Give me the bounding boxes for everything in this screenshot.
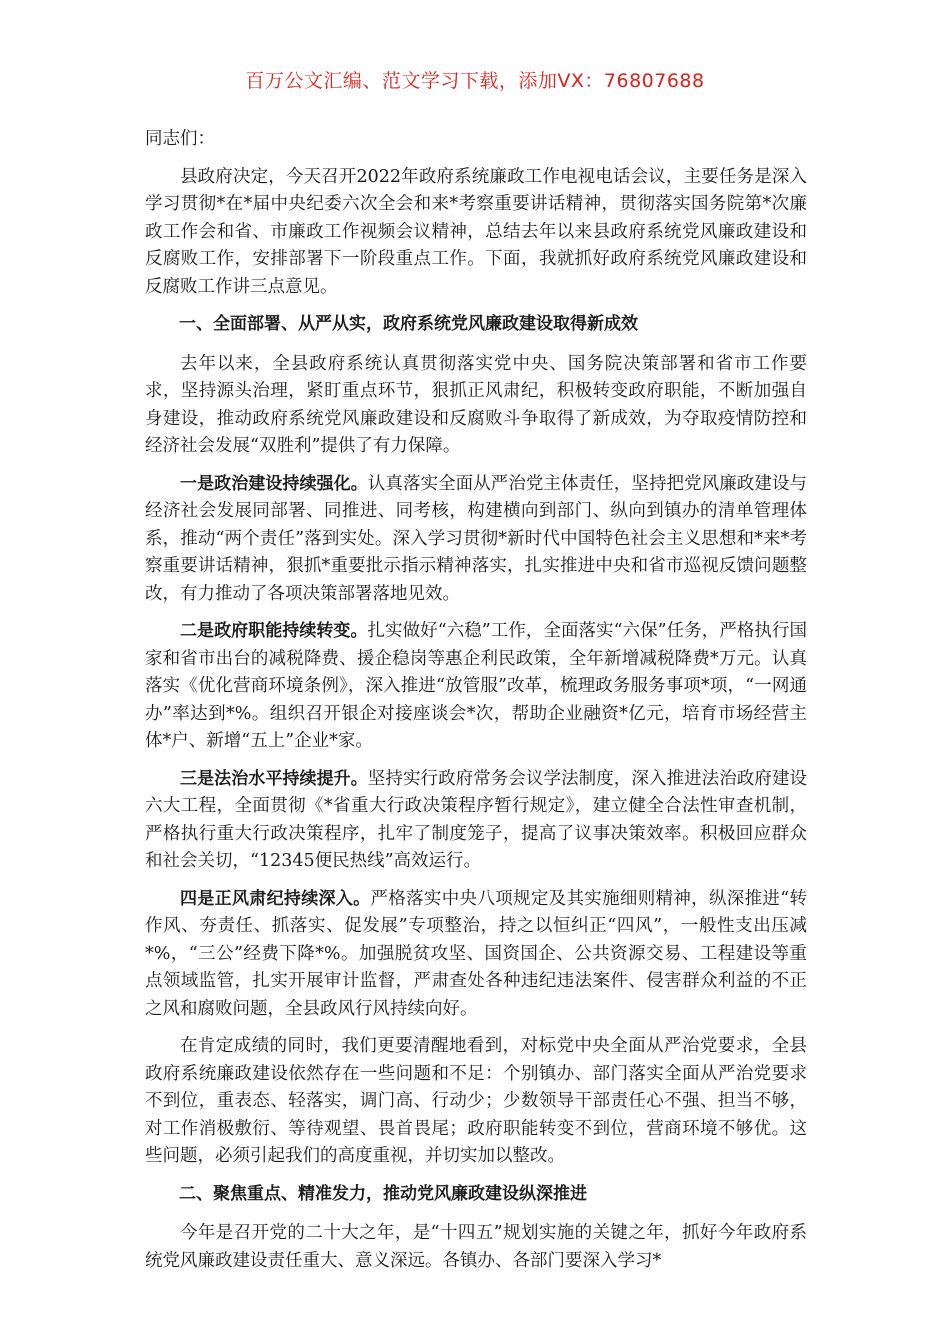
item-lead: 二是政府职能持续转变。 <box>180 621 368 641</box>
item-text: 严格落实中央八项规定及其实施细则精神，纵深推进“转作风、夯责任、抓落实、促发展”专项整治，持之以恒纠正“四风”，一般性支出压减*%，“三公”经费下降*%。加强脱贫攻坚、国资国企、公共资源交易、工程建设等重点领域监管，扎实开展审计监督，严肃查处各种违纪违法案件、侵害群众利益的不正之风和腐败问题，全县政风行风持续向好。 <box>145 888 808 1019</box>
item-text: 扎实做好“六稳”工作，全面落实“六保”任务，严格执行国家和省市出台的减税降费、援企稳岗等惠企利民政策，全年新增减税降费*万元。认真落实《优化营商环境条例》，深入推进“放管服”改革，梳理政务服务事项*项，“一网通办”率达到*%。组织召开银企对接座谈会*次，帮助企业融资*亿元，培育市场经营主体*户、新增“五上”企业*家。 <box>145 621 807 751</box>
speech-body <box>145 126 807 1285</box>
section-1-item-2 <box>145 618 807 756</box>
section-1-item-3 <box>145 766 807 876</box>
item-text: 认真落实全面从严治党主体责任，坚持把党风廉政建设与经济社会发展同部署、同推进、同考核，构建横向到部门、纵向到镇办的清单管理体系，推动“两个责任”落到实处。深入学习贯彻*新时代中国特色社会主义思想和*来*考察重要讲话精神，狠抓*重要批示指示精神落实，扎实推进中央和省市巡视反馈问题整改，有力推动了各项决策部署落地见效。 <box>145 473 808 604</box>
intro-paragraph: 县政府决定，今天召开2022年政府系统廉政工作电视电话会议，主要任务是深入学习贯彻*在*届中央纪委六次全会和来*考察重要讲话精神，贯彻落实国务院第*次廉政工作会和省、市廉政工作视频会议精神，总结去年以来县政府系统党风廉政建设和反腐败工作，安排部署下一阶段重点工作。下面，我就抓好政府系统党风廉政建设和反腐败工作讲三点意见。 <box>145 166 807 297</box>
section-1-heading: 一、全面部署、从严从实，政府系统党风廉政建设取得新成效 <box>179 314 638 334</box>
section-1-item-4 <box>145 886 807 1024</box>
item-text: 坚持实行政府常务会议学法制度，深入推进法治政府建设六大工程，全面贯彻《*省重大行政决策程序暂行规定》，建立健全合法性审查机制，严格执行重大行政决策程序，扎牢了制度笼子，提高了议事决策效率。积极回应群众和社会关切，“12345便民热线”高效运行。 <box>145 768 808 871</box>
section-1-intro: 去年以来，全县政府系统认真贯彻落实党中央、国务院决策部署和省市工作要求，坚持源头治理，紧盯重点环节，狠抓正风肃纪，积极转变政府职能，不断加强自身建设，推动政府系统党风廉政建设和反腐败斗争取得了新成效，为夺取疫情防控和经济社会发展“双胜利”提供了有力保障。 <box>145 353 807 456</box>
section-2-intro: 今年是召开党的二十大之年，是“十四五”规划实施的关键之年，抓好今年政府系统党风廉政建设责任重大、意义深远。各镇办、各部门要深入学习* <box>145 1223 807 1271</box>
item-lead: 三是法治水平持续提升。 <box>180 768 368 789</box>
section-1-item-1 <box>145 471 807 609</box>
section-2-heading: 二、聚焦重点、精准发力，推动党风廉政建设纵深推进 <box>179 1183 587 1204</box>
salutation: 同志们： <box>145 129 215 149</box>
promo-banner: 百万公文汇编、范文学习下载，添加VX：76807688 <box>245 70 705 92</box>
section-1-closing: 在肯定成绩的同时，我们更要清醒地看到，对标党中央全面从严治党要求，全县政府系统廉政建设依然存在一些问题和不足：个别镇办、部门落实全面从严治党要求不到位，重表态、轻落实，调门高、行动少；少数领导干部责任心不强、担当不够，对工作消极敷衍、等待观望、畏首畏尾；政府职能转变不到位，营商环境不够优。这些问题，必须引起我们的高度重视，并切实加以整改。 <box>145 1036 807 1166</box>
item-lead: 四是正风肃纪持续深入。 <box>180 888 371 909</box>
item-lead: 一是政治建设持续强化。 <box>180 473 368 494</box>
